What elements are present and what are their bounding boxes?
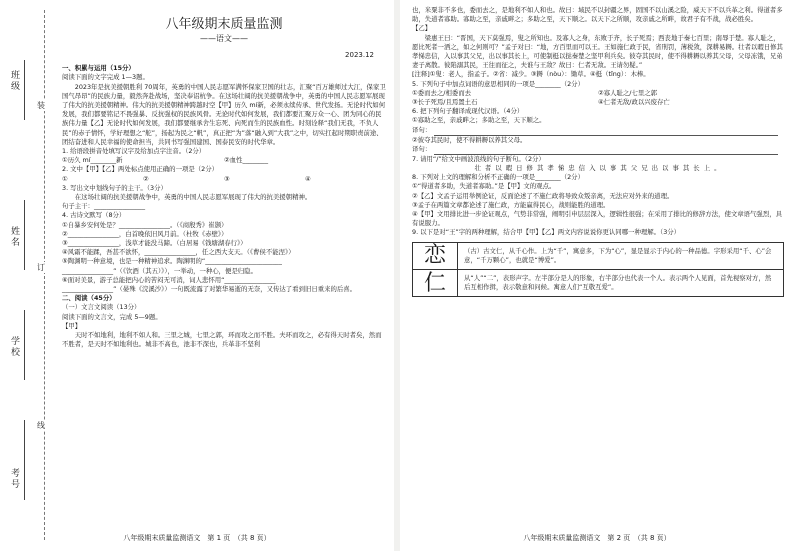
- question-4-stem: 4. 古诗文默写（8分）: [62, 211, 126, 220]
- passage-yi-text: 梁惠王曰：“晋国，天下莫强焉，叟之所知也。及寡人之身，东败于齐，长子死焉；西丧地于秦七百里；南辱于楚。寡人耻之，愿比死者一洒之，如之何则可？”孟子对曰：“地，方百里而可以王。王如施仁政于民，省刑罚，薄税敛，深耕易耨。壮者以暇日修其孝悌忠信，入以事其父兄，出以事其长上，可使制梃以挞秦楚之坚甲利兵矣。彼夺其民时，使不得耕耨以养其父母，父母冻饿，兄弟妻子离散。彼陷溺其民，王往而征之，夫谁与王敌？故曰：仁者无敌。王请勿疑。”: [412, 33, 783, 70]
- page-subtitle: ——语文——: [200, 34, 248, 43]
- passage-yi-label: 【乙】: [412, 24, 432, 33]
- question-4-item[interactable]: ③________________，浅草才能没马蹄。（白居易《钱塘湖春行》）: [62, 239, 247, 248]
- question-5-options-row-2: [412, 98, 784, 107]
- reading-passage: 2023年是抗美援朝胜利 70周年，英勇的中国人民志愿军满怀保家卫国的壮志，汇聚“百万雄师过大江，保家卫国气昂昂”的民族力量，毅然奔赴战场，坚决奉诏杭争。在这场壮阔的抗美援朝战争中，英勇的中国人民志愿军展现了伟大的抗美援朝精神。伟大的抗美援朝精神跨越时空【甲】历久 mí新，必须永续传承、世代发扬。无论时代如何发展，我们都要铭记不畏强暴、反抗强权的民族风骨。无论时代如何发展，我们都要汇聚万众一心、团为同心的民族伟力量【乙】无论时代如何发展，我们都要继承舍生忘死、向死而生的民族血性。时刻诠释“我们无我，不负人民”的赤子情怀，学好理想之“舵”，扬起为民之“帆”，真正把“为”落“融入到”大我”之中，切实扛起时期职责前途、团结奋进和人民幸福的使命担当，共同书写强国建国、国泰民安的时代华章。: [62, 82, 386, 146]
- passage-jia-continued: 也，米粟非不多也，委而去之，是地利不如人和也。故曰：域民不以封疆之界，固国不以山溪之险，威天下不以兵革之利。得道者多助，失道者寡助。寡助之至，亲戚畔之；多助之至，天下顺之。以天下之所顺，攻亲戚之所畔，故君子有不战，战必胜矣。: [412, 6, 783, 24]
- question-4-item[interactable]: ②________________，白首晚依旧风月前。（杜牧《赤壁》）: [62, 229, 228, 238]
- exam-number-line: [24, 420, 25, 500]
- section-2-subheading: （一）文言文阅读（13分）: [62, 303, 141, 312]
- binding-mark-ding: 订: [37, 263, 45, 272]
- question-4-item[interactable]: ④风霜不能蹂，吾甚不欲怀，________________，任之西大支天。（《曹侯不能涅》）: [62, 248, 295, 257]
- question-8-option[interactable]: ③孟子在两篇文章都论述了施仁政，方能赢得民心，战则能胜的道理。: [412, 200, 610, 209]
- cut-line: [44, 10, 45, 540]
- question-6-item-1: ①寡助之至，亲戚畔之；多助之至，天下顺之。: [412, 116, 546, 125]
- question-3-answer[interactable]: 句子主干：________________: [62, 202, 146, 211]
- question-4-item[interactable]: ________________”（《饮酒（其五）》），一举动，一种心，便是归隐。: [62, 266, 258, 275]
- translation-label: 译句：: [412, 144, 432, 153]
- character-explanation-box-1: [412, 242, 784, 270]
- page-2-content: [412, 6, 784, 297]
- ancient-character-glyph: 仁: [413, 270, 458, 296]
- question-4-item[interactable]: ________________”（晏殊《浣溪沙》）一句既流露了对繁华易逝的无奈，又传达了看到旧日重来的后喜。: [62, 285, 357, 294]
- binding-mark-xian: 线: [37, 421, 45, 430]
- question-5-option-4[interactable]: ④仁者无敌/政以兴废存亡: [598, 98, 670, 107]
- class-label: 班级: [9, 70, 19, 92]
- passage-jia-label: 【甲】: [62, 321, 82, 330]
- page-1-footer: 八年级期末质量监测语文 第 1 页 （共 8 页）: [123, 534, 271, 542]
- section-1-instruction: 阅读下面的文字完成 1—3题。: [62, 73, 149, 82]
- question-5-option-2[interactable]: ②寡人耻之/七里之郭: [598, 88, 658, 97]
- name-line: [24, 200, 25, 270]
- question-6-stem: 6. 把下列句子翻译成现代汉语。（4分）: [412, 107, 524, 116]
- question-4-item[interactable]: ①自暴乡安何处是？________________。（《商殷秀》崔颢）: [62, 220, 228, 229]
- question-5-option-3[interactable]: ③长子死焉/且焉置土石: [412, 98, 478, 107]
- question-2-option-3[interactable]: ③: [224, 174, 230, 183]
- question-8-option[interactable]: ②【乙】文孟子运用举例论证，反面论述了不施仁政将导致众叛亲离，无法应对外来的道理。: [412, 191, 674, 200]
- question-1-option-2[interactable]: ②血性________: [224, 156, 269, 165]
- question-4-item[interactable]: ⑥面对美景，游子总能把内心的苦闷无可消，词人悲怀用“________________: [62, 275, 276, 284]
- question-8-option[interactable]: ④【甲】文用排比进一步论证观点，气势非常强，阐明引申层层深入，逻辑性很强；在采用了排比的修辞方法，使文章语气强烈，具有说服力。: [412, 210, 782, 228]
- school-label: 学校: [9, 336, 19, 358]
- translation-blank-2[interactable]: [434, 145, 778, 155]
- question-7-quote[interactable]: 壮 者 以 暇 日 修 其 孝 悌 忠 信 入 以 事 其 父 兄 出 以 事 其 长 上 。: [474, 164, 722, 173]
- question-3-quote: 在这场壮阔的抗美援朝战争中，英勇的中国人民志愿军展现了伟大的抗美援朝精神。: [74, 193, 312, 202]
- question-5-options-row-1: [412, 89, 784, 98]
- page-2-footer: 八年级期末质量监测语文 第 2 页 （共 8 页）: [523, 534, 671, 542]
- passage-jia-text: 天时不如地利，地利不如人和。三里之城，七里之郭，环而攻之而不胜。夫环而攻之，必有得天时者矣，然而不胜者，是天时不如地利也。城非不高也，池非不深也，兵革非不坚利: [62, 331, 382, 349]
- question-9-stem: 9. 以下是对“王”字的两种理解，结合甲【甲】【乙】两文内容说说你更认同哪一种理解。（3分）: [412, 228, 681, 237]
- name-label: 姓名: [9, 226, 19, 248]
- question-6-item-2: ②彼夺其民时，使不得耕耨以养其父母。: [412, 135, 527, 144]
- page-1-content: [62, 10, 386, 350]
- question-2-stem: 2. 文中【甲】【乙】两处标点使用正确的一项是（2分）: [62, 165, 218, 174]
- question-8-option[interactable]: ①“得道者多助，失道者寡助。”是【甲】文的观点。: [412, 182, 556, 191]
- ancient-character-glyph: 恋: [413, 243, 458, 269]
- question-6-answer-1: [412, 126, 784, 136]
- passage-yi-notes: [注释]①叟：老人，指孟子。②省：减少。③耨（nòu）：锄草。④梃（tǐng）：木棒。: [412, 70, 650, 79]
- character-explanation-box-2: [412, 270, 784, 297]
- section-2-heading: 二、阅读（45分）: [62, 294, 116, 303]
- exam-date: 2023.12: [345, 51, 374, 59]
- section-2-instruction: 阅读下面的文言文，完成 5—9题。: [62, 312, 162, 321]
- section-1-heading: 一、积累与运用（15分）: [62, 64, 135, 73]
- question-7-stem: 7. 请用“/”给文中画波浪线的句子断句。（2分）: [412, 154, 545, 163]
- question-5-option-1[interactable]: ①委而去之/相委而去: [412, 88, 472, 97]
- question-5-stem: 5. 下列句子中加点词语的意思相同的一项是________（2分）: [412, 79, 584, 88]
- translation-label: 译句：: [412, 125, 432, 134]
- question-2-option-1[interactable]: ①: [62, 174, 68, 183]
- character-explanation-1: （古）古文仁，从千心作。上为“千”，寓意多，下为“心”，显是显示于内心的一种品德。字形采用“千、心”会意，“千万颗心”，也就是“博爱”。: [464, 246, 772, 264]
- question-1-option-1[interactable]: ①历久 mí________新: [62, 156, 123, 165]
- question-3-stem: 3. 写出文中划线句子的主干。（3分）: [62, 183, 167, 192]
- question-1-stem: 1. 给语段拼音处填写汉字及给加点字注音。（2分）: [62, 147, 206, 156]
- binding-margin: [0, 0, 58, 551]
- exam-number-label: 考号: [9, 468, 19, 490]
- translation-blank-1[interactable]: [434, 126, 778, 136]
- character-explanation-2: 从“人”“二”，表形声字。左半部分是人的形象，右半部分也代表一个人。表示两个人见面，首先视察对方，然后互相作揖，表示敬意和问候。寓意人们“互敬互爱”。: [464, 274, 772, 292]
- question-8-stem: 8. 下列对上文的理解和分析不正确的一项是________（2分）: [412, 173, 584, 182]
- class-line: [24, 60, 25, 120]
- question-4-item[interactable]: ⑤陶渊明一种意境，也是一种精神追求。陶渊明的“________________________: [62, 257, 282, 266]
- question-2-option-4[interactable]: ④: [305, 174, 311, 183]
- binding-mark-zhuang: 装: [37, 101, 45, 110]
- page-title: 八年级期末质量监测: [165, 17, 283, 32]
- question-2-option-2[interactable]: ②: [143, 174, 149, 183]
- question-6-answer-2: [412, 145, 784, 155]
- question-2-options: [62, 175, 386, 184]
- exam-page-2: [400, 0, 794, 551]
- school-line: [24, 310, 25, 380]
- exam-page-1: [0, 0, 394, 551]
